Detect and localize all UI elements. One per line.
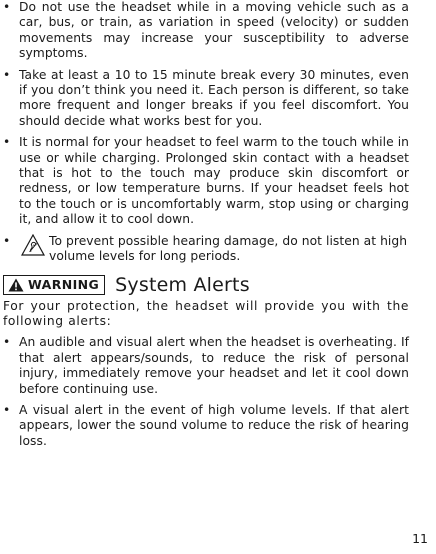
page-number: 11 <box>412 531 428 546</box>
bullet-text: It is normal for your headset to feel warm to the touch while in use or while charging. Prolonged skin contact with a headset that is hot to the touch may produce skin discomfort or redness, or low temperature burns. If your headset feels hot to the touch or is uncomfortably warm, stop using or charging it, and allow it to cool down. <box>19 135 409 227</box>
list-item <box>3 403 409 449</box>
section-title: System Alerts <box>115 273 250 296</box>
alerts-intro: For your protection, the headset will provide you with the following alerts: <box>3 298 409 328</box>
bullet-dot: • <box>3 402 11 417</box>
system-alerts-heading <box>3 273 409 297</box>
list-item <box>3 335 409 397</box>
warning-badge <box>3 275 105 295</box>
alerts-bullet-list <box>3 335 409 449</box>
manual-page <box>3 0 409 455</box>
bullet-dot: • <box>3 67 11 82</box>
hearing-warning-item <box>3 234 409 265</box>
warning-triangle-icon <box>8 278 24 292</box>
bullet-text: Do not use the headset while in a moving vehicle such as a car, bus, or train, as variation in speed (velocity) or sudden movements may increase your susceptibility to adverse symptoms. <box>19 0 409 61</box>
bullet-dot: • <box>3 135 11 150</box>
list-item <box>3 0 409 62</box>
bullet-dot: • <box>3 0 11 14</box>
bullet-text: A visual alert in the event of high volume levels. If that alert appears, lower the sound volume to reduce the risk of hearing loss. <box>19 402 409 448</box>
ear-crossed-icon <box>21 234 45 256</box>
list-item <box>3 68 409 130</box>
bullet-text: Take at least a 10 to 15 minute break every 30 minutes, even if you don’t think you need it. Each person is different, so take more frequent and longer breaks if you feel discomfort. You should decide what works best for you. <box>19 67 409 128</box>
safety-bullet-list <box>3 0 409 265</box>
bullet-dot: • <box>3 233 11 248</box>
bullet-dot: • <box>3 335 11 350</box>
list-item <box>3 135 409 227</box>
hearing-warning-text: To prevent possible hearing damage, do not listen at high volume levels for long periods. <box>49 233 408 264</box>
bullet-text: An audible and visual alert when the headset is overheating. If that alert appears/sounds, to reduce the risk of personal injury, immediately remove your headset and let it cool down before continuing use. <box>19 335 409 396</box>
warning-badge-label: WARNING <box>28 277 100 292</box>
